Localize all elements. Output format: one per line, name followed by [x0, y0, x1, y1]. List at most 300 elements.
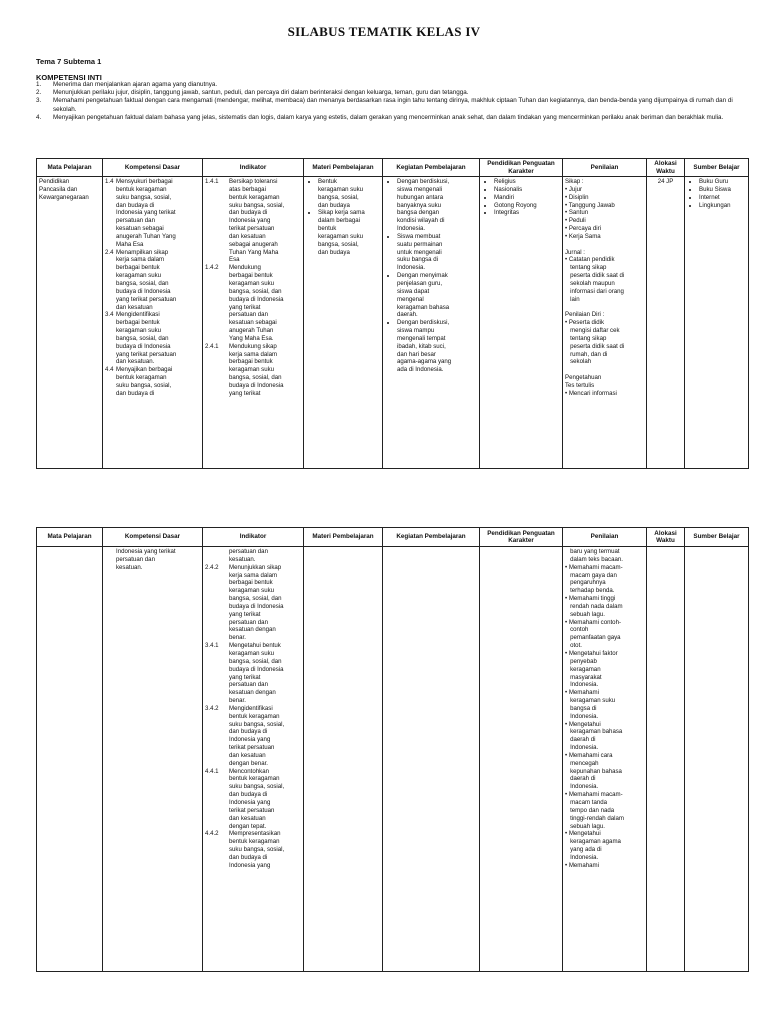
syllabus-table-page-2	[36, 527, 749, 972]
text-line: suku bangsa, sosial,	[229, 720, 285, 728]
ki-text: Memahami pengetahuan faktual dengan cara mengamati (mendengar, melihat, membaca) dan menanya berdasarkan rasa ingin tahu tentang dirinya, makhluk ciptaan Tuhan dan kegiatannya, dan benda-benda yang dijumpainya di rumah dan di sekolah.	[53, 97, 733, 113]
text-line: • Mengetahui faktor	[565, 649, 618, 657]
text-line: • Nasionalis	[494, 185, 523, 193]
text-line: budaya di Indonesia	[229, 295, 284, 303]
text-line: • Siswa membuat	[397, 232, 441, 240]
col-header: Kompetensi Dasar	[103, 159, 203, 177]
text-line: Penilaian Diri :	[565, 311, 605, 319]
text-line: • Memahami tinggi	[565, 595, 616, 603]
text-line: yang terikat	[229, 389, 261, 397]
kegiatan-list	[385, 178, 477, 374]
text-line: kerja sama dalam	[229, 571, 278, 579]
item-text	[229, 178, 301, 264]
text-line: macam tanda	[565, 799, 608, 806]
text-line: • Religius	[494, 178, 516, 185]
text-line: bangsa, sosial, dan	[116, 279, 169, 287]
text-line: keragaman suku	[116, 272, 162, 280]
item-code	[105, 548, 116, 572]
text-line: Indonesia yang terikat	[116, 548, 176, 555]
text-line: dan budaya di	[116, 201, 155, 209]
text-line: keragaman suku	[229, 279, 275, 287]
text-line: • Disiplin	[565, 193, 589, 201]
text-line: untuk mengenali	[397, 248, 442, 256]
text-line: budaya di Indonesia	[229, 665, 284, 673]
text-line: masyarakat	[565, 673, 602, 681]
text-line: Mengidentifikasi	[116, 311, 160, 319]
text-line: mengenali tempat	[397, 334, 446, 342]
indikator-item	[205, 178, 301, 264]
text-line: persatuan dan	[229, 618, 268, 626]
sumber-cell	[685, 177, 749, 469]
item-code: 3.4.1	[205, 642, 219, 650]
col-header: Kegiatan Pembelajaran	[383, 528, 480, 547]
item-code: 1.4	[105, 178, 114, 185]
text-line: Pendidikan	[39, 178, 70, 185]
text-line: Mencontohkan	[229, 767, 269, 775]
text-line: dan kesatuan	[116, 303, 153, 311]
text-line: Tuhan Yang Maha	[229, 248, 279, 256]
text-line: dan budaya di	[229, 791, 268, 799]
kd-item	[105, 249, 200, 312]
text-line: yang terikat persatuan	[116, 350, 177, 358]
text-line: dan kesatuan	[229, 232, 266, 240]
text-line: sebuah lagu.	[565, 610, 605, 618]
ki-item	[36, 81, 748, 89]
text-line: berbagai bentuk	[229, 272, 273, 280]
kd-item	[105, 178, 200, 249]
text-line: bangsa, sosial,	[318, 240, 359, 248]
text-line: budaya di Indonesia	[229, 602, 284, 610]
ppk-list	[482, 178, 560, 217]
table-row	[37, 177, 749, 469]
item-text	[116, 249, 200, 312]
text-line: tempo dan nada	[565, 806, 615, 814]
ki-number: 3.	[36, 97, 42, 105]
text-line: keragaman bahasa	[397, 303, 450, 311]
text-line: bentuk keragaman	[116, 185, 167, 193]
kegiatan-item	[397, 272, 477, 319]
indikator-cell	[203, 177, 304, 469]
text-line: persatuan dan	[229, 548, 268, 555]
text-line: dan hari besar	[397, 350, 436, 358]
text-line: banyaknya suku	[397, 201, 442, 209]
text-line: dan budaya di	[116, 389, 155, 397]
table-header-row	[37, 528, 749, 547]
ki-item	[36, 114, 748, 122]
kegiatan-item	[397, 319, 477, 374]
item-code: 2.4.1	[205, 342, 219, 350]
text-line: dan budaya	[318, 201, 350, 209]
text-line: dalam berbagai	[318, 217, 361, 225]
text-line: bentuk keragaman	[229, 838, 280, 846]
text-line: suku bangsa, sosial,	[116, 193, 172, 201]
text-line: penyebab	[565, 657, 597, 665]
col-header: Sumber Belajar	[685, 159, 749, 177]
indikator-item	[205, 264, 301, 342]
text-line: Mempresentasikan	[229, 830, 281, 838]
kegiatan-cell	[383, 177, 480, 469]
text-line: suku bangsa, sosial,	[229, 201, 285, 209]
text-line: • Bentuk	[318, 178, 337, 185]
text-line: bentuk keragaman	[229, 775, 280, 783]
text-line: • Lingkungan	[699, 201, 731, 209]
col-header: Alokasi Waktu	[647, 159, 685, 177]
text-line: lain	[565, 295, 580, 303]
text-line: Indonesia.	[565, 744, 599, 752]
ppk-item	[494, 202, 560, 210]
text-line: macam gaya dan	[565, 571, 617, 579]
text-line: sebuah lagu.	[565, 822, 605, 830]
materi-cell	[304, 547, 383, 972]
col-header: Pendidikan Penguatan Karakter	[480, 528, 563, 547]
text-line: Tes tertulis	[565, 381, 595, 389]
ki-number: 4.	[36, 113, 42, 121]
text-line: Yang Maha Esa.	[229, 334, 274, 342]
item-code: 4.4	[105, 366, 114, 374]
text-line: suatu permainan	[397, 240, 443, 248]
ppk-cell	[480, 547, 563, 972]
text-line: • Internet	[699, 193, 720, 201]
text-line: Mengetahui bentuk	[229, 642, 281, 650]
indikator-item	[205, 830, 301, 869]
text-line: • Kerja Sama	[565, 232, 601, 240]
text-line: • Santun	[565, 209, 589, 217]
text-line: Indonesia yang terikat	[116, 209, 176, 217]
text-line: tentang sikap	[565, 264, 607, 272]
text-line: • Memahami macam-	[565, 791, 623, 799]
item-text	[116, 548, 200, 572]
text-line: dengan benar.	[229, 759, 268, 767]
text-line: persatuan dan	[229, 311, 268, 319]
item-code: 4.4.2	[205, 830, 219, 838]
text-line: budaya di Indonesia	[229, 381, 284, 389]
text-line: rendah nada dalam	[565, 602, 623, 610]
sumber-cell	[685, 547, 749, 972]
syllabus-table-page-1	[36, 158, 749, 469]
ppk-item	[494, 178, 560, 186]
text-line: sekolah	[565, 358, 592, 366]
text-line: kondisi wilayah di	[397, 217, 445, 225]
item-text	[116, 178, 200, 249]
text-line: bentuk keragaman	[229, 193, 280, 201]
text-line: keragaman agama	[565, 838, 621, 846]
col-header: Penilaian	[563, 528, 647, 547]
text-line: benar.	[229, 697, 246, 705]
text-line: • Memahami	[565, 861, 599, 869]
text-line: • Dengan berdiskusi,	[397, 319, 450, 327]
text-line: dan kesatuan	[229, 814, 266, 822]
text-line: keragaman suku	[318, 185, 364, 193]
item-text	[229, 830, 301, 869]
col-header: Penilaian	[563, 159, 647, 177]
text-line: • Memahami contoh-	[565, 618, 621, 626]
ki-number: 2.	[36, 89, 42, 97]
text-line: peserta didik saat di	[565, 342, 625, 350]
text-line: Maha Esa	[116, 240, 144, 248]
text-line: ada di Indonesia.	[397, 366, 444, 374]
text-line: daerah di	[565, 736, 596, 744]
text-line: • Integritas	[494, 209, 520, 217]
text-line: dalam teks bacaan.	[565, 555, 623, 563]
mapel-cell	[37, 547, 103, 972]
text-line: agama-agama yang	[397, 358, 452, 366]
text-line: suku bangsa, sosial,	[229, 783, 285, 791]
mapel-cell	[37, 177, 103, 469]
sumber-item	[699, 202, 746, 210]
sumber-item	[699, 186, 746, 194]
ki-item	[36, 97, 748, 113]
indikator-cell	[203, 547, 304, 972]
text-line: Indonesia.	[565, 712, 599, 720]
text-line: dan kesatuan	[229, 751, 266, 759]
text-line: • Percaya diri	[565, 225, 602, 233]
text-line: bangsa, sosial, dan	[229, 595, 282, 603]
text-line: hubungan antara	[397, 193, 444, 201]
text-line: Indonesia yang	[229, 736, 271, 744]
text-line: berbagai bentuk	[229, 579, 273, 587]
kd-cell	[103, 177, 203, 469]
table-header-row	[37, 159, 749, 177]
text-line: kepunahan bahasa	[565, 767, 622, 775]
text-line: keragaman suku	[229, 366, 275, 374]
penilaian-cell	[563, 177, 647, 469]
indikator-item	[205, 768, 301, 831]
col-header: Mata Pelajaran	[37, 159, 103, 177]
text-line: keragaman suku	[229, 649, 275, 657]
text-line: Pancasila dan	[39, 185, 78, 193]
text-line: • Memahami macam-	[565, 563, 623, 571]
item-code: 3.4	[105, 311, 114, 319]
text-line: keragaman bahasa	[565, 728, 623, 736]
ki-text: Menyajikan pengetahuan faktual dalam bahasa yang jelas, sistematis dan logis, dalam karya yang estetis, dalam gerakan yang mencerminkan anak sehat, dan dalam tindakan yang mencerminkan perilaku anak beriman dan berakhlak mulia.	[53, 113, 724, 121]
text-line: berbagai bentuk	[116, 319, 160, 327]
text-line: siswa dapat	[397, 287, 430, 295]
text-line: kesatuan.	[116, 563, 143, 571]
text-line: sebagai anugerah	[229, 240, 278, 248]
text-line: suku bangsa, sosial,	[116, 381, 172, 389]
text-line: bentuk	[318, 225, 337, 233]
text-line: dan budaya di	[229, 728, 268, 736]
text-line: keragaman suku	[229, 587, 275, 595]
ki-text: Menerima dan menjalankan ajaran agama yang dianutnya.	[53, 81, 218, 88]
text-line: anugerah Tuhan Yang	[116, 232, 176, 240]
text-line: • Mengetahui	[565, 720, 601, 728]
penilaian-cell	[563, 547, 647, 972]
text-line: peserta didik saat di	[565, 272, 625, 280]
item-text	[229, 705, 301, 768]
text-line: informasi dari orang	[565, 287, 624, 295]
text-line: Indonesia.	[565, 681, 599, 689]
text-line: berbagai bentuk	[116, 264, 160, 272]
text-line: • Jujur	[565, 185, 583, 193]
col-header: Materi Pembelajaran	[304, 528, 383, 547]
item-text	[229, 564, 301, 642]
text-line: yang ada di	[565, 846, 602, 854]
text-line: bangsa, sosial, dan	[116, 334, 169, 342]
text-line: Mengidentifikasi	[229, 704, 273, 712]
text-line	[565, 304, 644, 312]
item-text	[229, 768, 301, 831]
text-line: bangsa di	[565, 704, 597, 712]
ki-number: 1.	[36, 81, 42, 88]
text-line: Mendukung	[229, 264, 261, 272]
alokasi-cell: 24 JP	[647, 177, 685, 469]
materi-list	[306, 178, 380, 256]
text-line: Indonesia.	[397, 264, 426, 272]
item-code: 2.4	[105, 248, 114, 256]
text-line: bentuk keragaman	[229, 712, 280, 720]
text-line: Indonesia.	[565, 853, 599, 861]
item-code: 3.4.2	[205, 704, 219, 712]
indikator-item	[205, 343, 301, 398]
text-line: • Buku Guru	[699, 178, 729, 185]
text-line: Menyajikan berbagai	[116, 366, 173, 374]
text-line: keragaman suku	[565, 697, 616, 705]
text-line	[565, 241, 644, 249]
text-line: dan budaya	[318, 248, 350, 256]
text-line: • Memahami cara	[565, 751, 613, 759]
text-line: • Memahami	[565, 689, 599, 697]
text-line: Jurnal :	[565, 248, 585, 256]
text-line: keragaman suku	[116, 327, 162, 335]
ppk-cell	[480, 177, 563, 469]
kd-cell	[103, 547, 203, 972]
ppk-item	[494, 186, 560, 194]
ppk-item	[494, 194, 560, 202]
col-header: Kegiatan Pembelajaran	[383, 159, 480, 177]
col-header: Pendidikan Penguatan Karakter	[480, 159, 563, 177]
text-line: Menunjukkan sikap	[229, 563, 282, 571]
text-line: bangsa, sosial, dan	[229, 657, 282, 665]
text-line: siswa mampu	[397, 327, 435, 335]
text-line: penjelasan guru,	[397, 279, 443, 287]
kd-item	[105, 366, 200, 397]
item-text	[229, 642, 301, 705]
col-header: Indikator	[203, 528, 304, 547]
text-line: Indonesia yang	[229, 861, 271, 869]
text-line: kesatuan.	[229, 555, 256, 563]
text-line: yang terikat	[229, 610, 261, 618]
text-line: otot.	[565, 642, 582, 650]
text-line: Bersikap toleransi	[229, 178, 278, 185]
text-line: bentuk keragaman	[116, 374, 167, 382]
indikator-item	[205, 705, 301, 768]
kegiatan-item	[397, 178, 477, 233]
text-line: • Mandiri	[494, 193, 514, 201]
indikator-item	[205, 548, 301, 564]
text-line: • Buku Siswa	[699, 185, 731, 193]
kegiatan-cell	[383, 547, 480, 972]
text-line: terikat persatuan	[229, 225, 275, 233]
text-line: rumah, dan di	[565, 350, 608, 358]
item-code: 2.4.2	[205, 563, 219, 571]
text-line: • Peserta didik	[565, 319, 605, 327]
col-header: Indikator	[203, 159, 304, 177]
item-code	[205, 548, 229, 564]
text-line: Menampilkan sikap	[116, 248, 169, 256]
text-line: persatuan dan	[116, 555, 155, 563]
text-line: pemanfaatan gaya	[565, 634, 621, 642]
text-line: keragaman	[565, 665, 601, 673]
text-line: Sikap :	[565, 178, 584, 185]
text-line: kesatuan sebagai	[229, 319, 277, 327]
text-line: yang terikat	[229, 673, 261, 681]
text-line: • Tanggung Jawab	[565, 201, 615, 209]
kd-item	[105, 548, 200, 572]
text-line: persatuan dan	[229, 681, 268, 689]
text-line: sekolah maupun	[565, 279, 615, 287]
text-line: tinggi-rendah dalam	[565, 814, 624, 822]
text-line: kesatuan dengan	[229, 626, 276, 634]
text-line: baru yang termuat	[565, 548, 620, 555]
text-line: kerja sama dalam	[229, 350, 278, 358]
text-line: keragaman suku	[318, 232, 364, 240]
text-line: • Mengetahui	[565, 830, 601, 838]
text-line: mengisi daftar cek	[565, 327, 620, 335]
text-line: kerja sama dalam	[116, 256, 165, 264]
text-line: anugerah Tuhan	[229, 327, 274, 335]
alokasi-cell	[647, 547, 685, 972]
text-line: Mendukung sikap	[229, 342, 277, 350]
text-line: kesatuan dengan	[229, 689, 276, 697]
text-line: pengaruhnya	[565, 579, 606, 587]
text-line: • Catatan pendidik	[565, 256, 615, 264]
text-line: kesatuan sebagai	[116, 225, 164, 233]
indikator-item	[205, 642, 301, 705]
text-line: mencegah	[565, 759, 599, 767]
item-text	[229, 264, 301, 342]
sumber-item	[699, 178, 746, 186]
text-line: • Mencari informasi	[565, 389, 617, 397]
text-line: Indonesia yang	[229, 217, 271, 225]
text-line: terhadap benda.	[565, 587, 615, 595]
kegiatan-item	[397, 233, 477, 272]
text-line: daerah di	[565, 775, 596, 783]
text-line: yang terikat	[229, 303, 261, 311]
text-line: • Dengan berdiskusi,	[397, 178, 450, 185]
item-code: 1.4.1	[205, 178, 219, 185]
item-text	[229, 343, 301, 398]
text-line: daerah.	[397, 311, 418, 319]
item-code: 1.4.2	[205, 264, 219, 272]
text-line: terikat persatuan	[229, 806, 275, 814]
text-line: dengan tepat.	[229, 822, 267, 830]
indikator-item	[205, 564, 301, 642]
text-line: terikat persatuan	[229, 744, 275, 752]
text-line: persatuan dan	[116, 217, 155, 225]
text-line: budaya di Indonesia	[116, 342, 171, 350]
ki-text: Menunjukkan perilaku jujur, disiplin, tanggung jawab, santun, peduli, dan percaya diri dalam berinteraksi dengan keluarga, teman, guru dan tetangga.	[53, 89, 469, 97]
text-line: Indonesia yang	[229, 799, 271, 806]
table-row	[37, 547, 749, 972]
text-line: yang terikat persatuan	[116, 295, 177, 303]
materi-item	[318, 178, 380, 209]
text-line: berbagai bentuk	[229, 358, 273, 366]
materi-item	[318, 209, 380, 256]
col-header: Materi Pembelajaran	[304, 159, 383, 177]
text-line: dan budaya di	[229, 853, 268, 861]
text-line: • Peduli	[565, 217, 586, 225]
text-line: • Gotong Royong	[494, 201, 537, 209]
item-text	[229, 548, 301, 564]
text-line: suku bangsa di	[397, 256, 438, 264]
text-line: budaya di Indonesia	[116, 287, 171, 295]
text-line: Esa	[229, 256, 240, 264]
item-code: 4.4.1	[205, 767, 219, 775]
text-line: Mensyukuri berbagai	[116, 178, 173, 185]
text-line: Kewarganegaraan	[39, 193, 89, 201]
text-line: contoh	[565, 626, 589, 634]
